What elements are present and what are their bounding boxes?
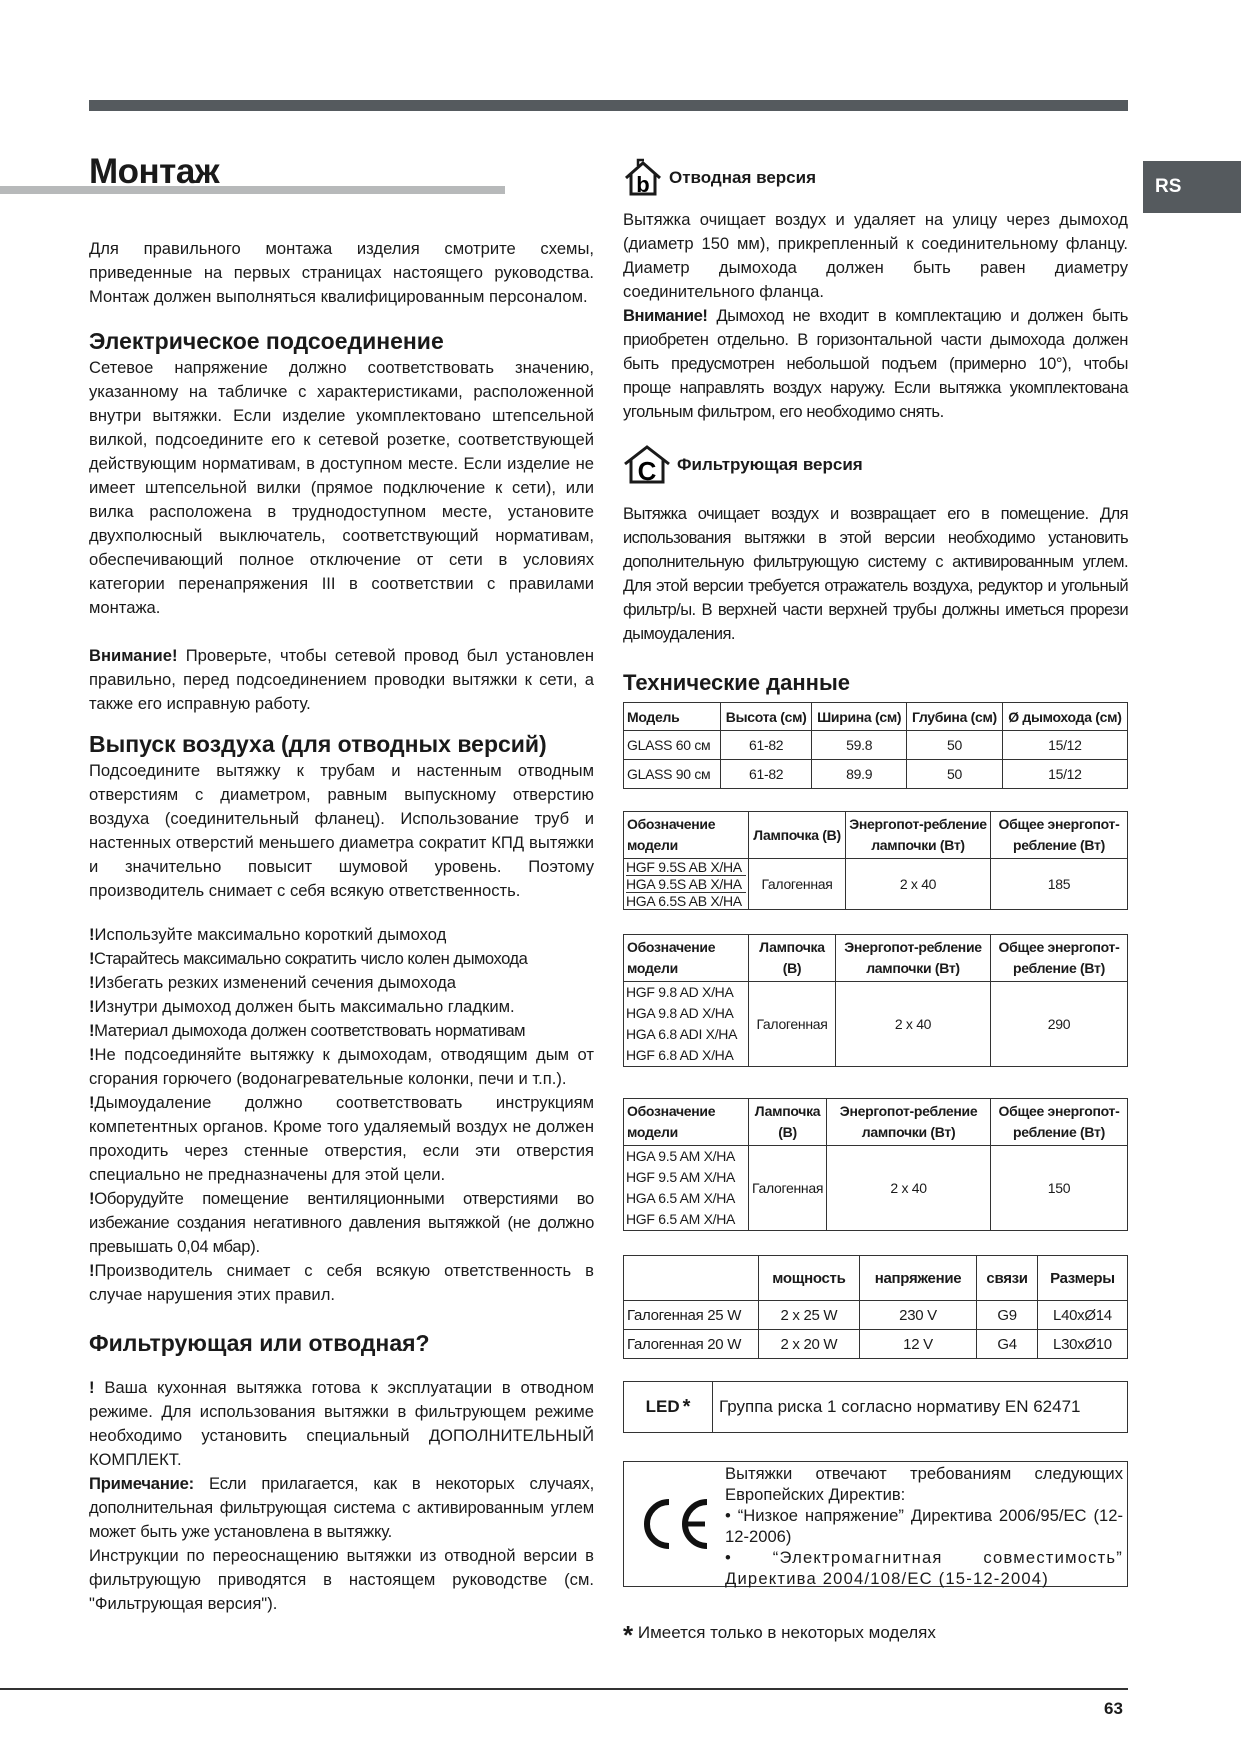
electric-heading: Электрическое подсоединение xyxy=(89,328,444,354)
bottom-rule xyxy=(0,1688,1128,1690)
exhaust-version-text: Вытяжка очищает воздух и удаляет на улицу через дымоход (диаметр 150 мм), прикрепленный к соединительному фланцу. Диаметр дымохода должен быть равен диаметру соединительного фланца. xyxy=(623,210,1128,301)
electric-text: Сетевое напряжение должно соответствовать значению, указанному на табличке с характеристиками, расположенной внутри вытяжки. Если изделие укомплектовано штепсельной вилкой, подсоедините его к сетевой розетке, соответствующей действующим нормативам, в доступном месте. Если изделие не имеет штепсельной вилки (прямое подключение к сети), или вилка расположена в труднодоступном месте, установите двухполюсный выключатель, соответствующий нормативам, обеспечивающий полное отключение от сети в условиях категории перенапряжения III в соответствии с правилами монтажа. xyxy=(89,358,594,617)
note-label: Примечание: xyxy=(89,1474,194,1493)
exhaust-rules-list xyxy=(89,923,594,1307)
note: Примечание: Если прилагается, как в некоторых случаях, дополнительная фильтрующая система с активированным углем может быть уже установлена в вытяжку. xyxy=(89,1474,594,1541)
ce-compliance-box xyxy=(623,1461,1128,1587)
filter-version-title: Фильтрующая версия xyxy=(677,455,863,474)
table-row: GLASS 90 см 61-82 89.9 50 15/12 xyxy=(624,760,1128,789)
filter-version-heading xyxy=(623,444,1128,486)
warning-label: Внимание! xyxy=(89,646,178,665)
svg-text:C: C xyxy=(637,456,657,486)
model-table-3: Обозначение модели Лампочка (В) Энергопот-ребление лампочки (Вт) Общее энергопот-ребление (Вт) HGA 9.5 AM X/HA HGF 9.5 AM X/HA HGA 6.5 AM X/HA HGF 6.5 AM X/HA Галогенная 2 x 40 150 xyxy=(623,1098,1128,1231)
led-risk-box xyxy=(623,1381,1128,1433)
list-item: !Старайтесь максимально сократить число колен дымохода xyxy=(89,949,528,968)
tech-data-heading: Технические данные xyxy=(623,670,850,695)
exhaust-version-heading xyxy=(623,158,1128,198)
filter-or-exhaust-text: ! Ваша кухонная вытяжка готова к эксплуатации в отводном режиме. Для использования вытяжки в фильтрующем режиме необходимо установить специальный ДОПОЛНИТЕЛЬНЫЙ КОМПЛЕКТ. xyxy=(89,1378,594,1469)
led-label: LED * xyxy=(624,1382,713,1432)
table-row: HGF 9.5S AB X/HA HGA 9.5S AB X/HA HGA 6.5S AB X/HA Галогенная 2 x 40 185 xyxy=(624,859,1128,910)
exhaust-heading: Выпуск воздуха (для отводных версий) xyxy=(89,731,547,757)
exhaust-version-warning: Внимание! Дымоход не входит в комплектацию и должен быть приобретен отдельно. В горизонтальной части дымохода должен быть предусмотрен небольшой подъем (примерно 10°), чтобы проще направлять воздух наружу. Если вытяжка укомплектована угольным фильтром, его необходимо снять. xyxy=(623,306,1128,421)
ce-mark-icon xyxy=(624,1462,725,1586)
page-title: Монтаж xyxy=(89,152,220,191)
language-tab: RS xyxy=(1143,161,1241,213)
electric-warning xyxy=(89,644,594,716)
table-row: HGA 9.5 AM X/HA HGF 9.5 AM X/HA HGA 6.5 AM X/HA HGF 6.5 AM X/HA Галогенная 2 x 40 150 xyxy=(624,1146,1128,1231)
list-item: !Оборудуйте помещение вентиляционными отверстиями во избежание создания негативного давления вытяжкой (не должно превышать 0,04 мбар). xyxy=(89,1189,594,1256)
filter-or-exhaust-heading: Фильтрующая или отводная? xyxy=(89,1330,430,1356)
list-item: !Дымоудаление должно соответствовать инструкциям компетентных органов. Кроме того удаляемый воздух не должен проходить через стенные отверстия, если эти отверстия специально не предназначены для этой цели. xyxy=(89,1093,594,1184)
exhaust-version-title: Отводная версия xyxy=(669,168,816,187)
intro-text: Для правильного монтажа изделия смотрите схемы, приведенные на первых страницах настоящего руководства. Монтаж должен выполняться квалифицированным персоналом. xyxy=(89,239,594,306)
model-table-1: Обозначение модели Лампочка (В) Энергопот-ребление лампочки (Вт) Общее энергопот-ребление (Вт) HGF 9.5S AB X/HA HGA 9.5S AB X/HA HGA 6.5S AB X/HA Галогенная 2 x 40 185 xyxy=(623,811,1128,910)
model-table-2: Обозначение модели Лампочка (В) Энергопот-ребление лампочки (Вт) Общее энергопот-ребление (Вт) HGF 9.8 AD X/HA HGA 9.8 AD X/HA HGA 6.8 ADI X/HA HGF 6.8 AD X/HA Галогенная 2 x 40 290 xyxy=(623,934,1128,1067)
ce-text: Вытяжки отвечают требованиям следующих Европейских Директив: • “Низкое напряжение” Директива 2006/95/EC (12-12-2006) • “Электромагнитная совместимость” Директива 2004/108/EC (15-12-2004) xyxy=(725,1464,1123,1588)
dimensions-table: Модель Высота (см) Ширина (см) Глубина (см) Ø дымохода (см) GLASS 60 см 61-82 59.8 50 15/12 GLASS 90 см 61-82 89.9 50 15/12 xyxy=(623,702,1128,789)
led-risk-text: Группа риска 1 согласно нормативу EN 62471 xyxy=(719,1397,1081,1416)
filter-version-text: Вытяжка очищает воздух и возвращает его в помещение. Для использования вытяжки в этой версии необходимо установить дополнительную фильтрующую систему с активированным углем. Для этой версии требуется отражатель воздуха, редуктор и угольный фильтр/ы. В верхней части верхней трубы должны иметься прорези дымоудаления. xyxy=(623,504,1128,643)
list-item: !Не подсоединяйте вытяжку к дымоходам, отводящим дым от сгорания горючего (водонагревательные колонки, печи и т.п.). xyxy=(89,1045,594,1088)
table-row: HGF 9.8 AD X/HA HGA 9.8 AD X/HA HGA 6.8 ADI X/HA HGF 6.8 AD X/HA Галогенная 2 x 40 290 xyxy=(624,982,1128,1067)
top-bar xyxy=(89,100,1128,111)
list-item: !Избегать резких изменений сечения дымохода xyxy=(89,973,457,992)
lamp-table: мощность напряжение связи Размеры Галогенная 25 W 2 x 25 W 230 V G9 L40xØ14 Галогенная 20 W 2 x 20 W 12 V G4 L30xØ10 xyxy=(623,1255,1128,1359)
list-item: !Материал дымохода должен соответствовать нормативам xyxy=(89,1021,526,1040)
exhaust-version-icon xyxy=(623,158,663,198)
svg-text:b: b xyxy=(636,172,650,197)
conversion-text: Инструкции по переоснащению вытяжки из отводной версии в фильтрующую приводятся в настоящем руководстве (см. "Фильтрующая версия"). xyxy=(89,1546,594,1613)
table-row: Галогенная 20 W 2 x 20 W 12 V G4 L30xØ10 xyxy=(624,1330,1128,1359)
table-row: GLASS 60 см 61-82 59.8 50 15/12 xyxy=(624,731,1128,760)
table-row: Галогенная 25 W 2 x 25 W 230 V G9 L40xØ14 xyxy=(624,1301,1128,1330)
list-item: !Изнутри дымоход должен быть максимально гладким. xyxy=(89,997,515,1016)
right-column xyxy=(623,150,1128,1651)
filter-version-icon xyxy=(623,444,671,486)
footnote: * Имеется только в некоторых моделях xyxy=(623,1620,936,1650)
exhaust-text: Подсоедините вытяжку к трубам и настенным отводным отверстиям с диаметром, равным выпускному отверстию воздуха (соединительный фланец). Использование труб и настенных отверстий меньшего диаметра сократит КПД вытяжки и значительно повысит шумовой уровень. Поэтому производитель снимает с себя всякую ответственность. xyxy=(89,761,594,900)
list-item: !Используйте максимально короткий дымоход xyxy=(89,925,447,944)
left-column xyxy=(89,150,594,1616)
page-number: 63 xyxy=(1104,1699,1123,1718)
warning-text: Проверьте, чтобы сетевой провод был установлен правильно, перед подсоединением проводки вытяжки к сети, а также его исправную работу. xyxy=(89,646,594,713)
list-item: !Производитель снимает с себя всякую ответственность в случае нарушения этих правил. xyxy=(89,1261,594,1304)
